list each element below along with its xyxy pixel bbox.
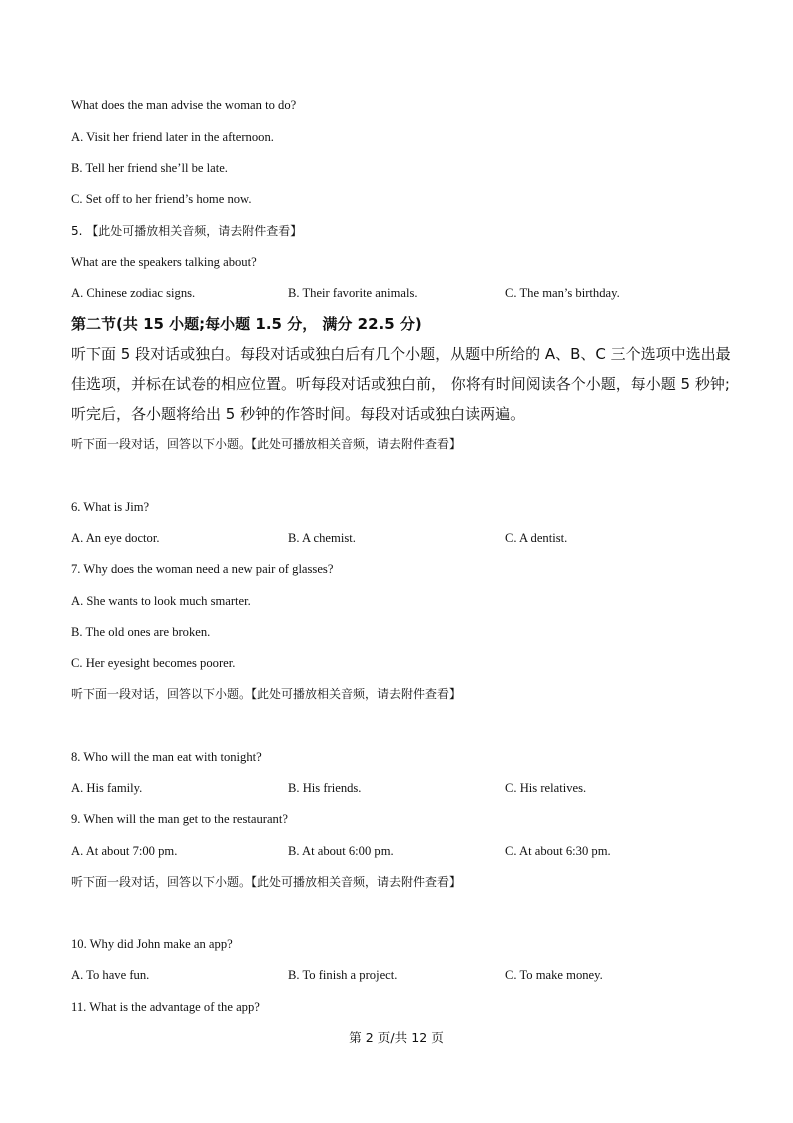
q9-option-b: B. At about 6:00 pm. bbox=[288, 844, 394, 858]
q10-stem: 10. Why did John make an app? bbox=[71, 937, 233, 951]
q4-option-c: C. Set off to her friend’s home now. bbox=[71, 192, 252, 206]
q5-option-a: A. Chinese zodiac signs. bbox=[71, 286, 196, 300]
section2-title: 第二节(共 15 小题;每小题 1.5 分， 满分 22.5 分) bbox=[71, 315, 422, 333]
q8-option-a: A. His family. bbox=[71, 781, 143, 795]
q9-option-a: A. At about 7:00 pm. bbox=[71, 844, 178, 858]
q6-option-c: C. A dentist. bbox=[505, 531, 568, 545]
q10-option-c: C. To make money. bbox=[505, 968, 603, 982]
q5-stem: What are the speakers talking about? bbox=[71, 255, 257, 269]
q8-option-c: C. His relatives. bbox=[505, 781, 587, 795]
q7-option-b: B. The old ones are broken. bbox=[71, 625, 211, 639]
q4-option-b: B. Tell her friend she’ll be late. bbox=[71, 161, 228, 175]
q10-option-b: B. To finish a project. bbox=[288, 968, 398, 982]
q7-stem: 7. Why does the woman need a new pair of glasses? bbox=[71, 562, 334, 576]
dialog-prompt-1[interactable]: 听下面一段对话，回答以下小题。【此处可播放相关音频，请去附件查看】 bbox=[71, 437, 462, 451]
q5-option-c: C. The man’s birthday. bbox=[505, 286, 620, 300]
page-number: 第 2 页/共 12 页 bbox=[349, 1030, 444, 1045]
q9-option-c: C. At about 6:30 pm. bbox=[505, 844, 611, 858]
section2-instructions: 听下面 5 段对话或独白。每段对话或独白后有几个小题，从题中所给的 A、B、C 三个选项中选出最佳选项，并标在试卷的相应位置。听每段对话或独白前， 你将有时间阅读各个小题，每小题 5 秒钟;听完后，各小题将给出 5 秒钟的作答时间。每段对话或独白读两遍。 bbox=[71, 345, 731, 423]
dialog-prompt-3[interactable]: 听下面一段对话，回答以下小题。【此处可播放相关音频，请去附件查看】 bbox=[71, 875, 462, 889]
q7-option-c: C. Her eyesight becomes poorer. bbox=[71, 656, 236, 670]
q7-option-a: A. She wants to look much smarter. bbox=[71, 594, 251, 608]
q6-option-b: B. A chemist. bbox=[288, 531, 356, 545]
q8-stem: 8. Who will the man eat with tonight? bbox=[71, 750, 262, 764]
q6-option-a: A. An eye doctor. bbox=[71, 531, 160, 545]
q5-option-b: B. Their favorite animals. bbox=[288, 286, 418, 300]
q11-stem: 11. What is the advantage of the app? bbox=[71, 1000, 260, 1014]
q4-option-a: A. Visit her friend later in the afternoon. bbox=[71, 130, 274, 144]
q10-option-a: A. To have fun. bbox=[71, 968, 150, 982]
q9-stem: 9. When will the man get to the restaurant? bbox=[71, 812, 288, 826]
q4-stem: What does the man advise the woman to do? bbox=[71, 98, 297, 112]
dialog-prompt-2[interactable]: 听下面一段对话，回答以下小题。【此处可播放相关音频，请去附件查看】 bbox=[71, 687, 462, 701]
q5-audio-note[interactable]: 5. 【此处可播放相关音频，请去附件查看】 bbox=[71, 224, 303, 238]
q6-stem: 6. What is Jim? bbox=[71, 500, 150, 514]
q8-option-b: B. His friends. bbox=[288, 781, 362, 795]
